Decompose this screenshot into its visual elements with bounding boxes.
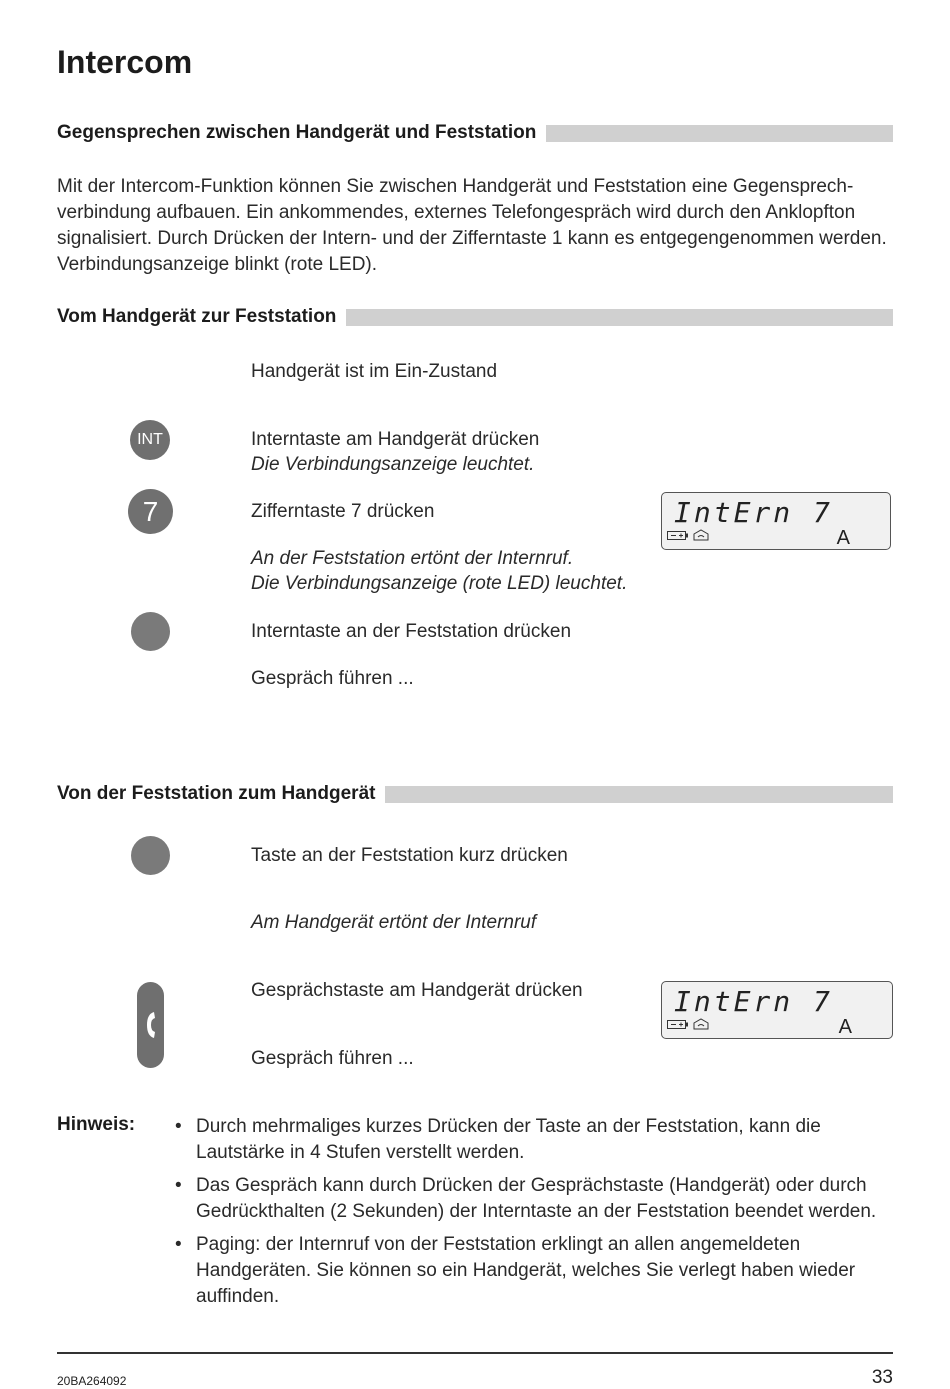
digit-key-icon: 7 (128, 489, 173, 534)
base-station-icon (693, 1018, 709, 1033)
step-note (251, 546, 573, 571)
step-text: Handgerät ist im Ein-Zustand (251, 361, 498, 382)
heading-bar (346, 309, 893, 326)
section-heading (57, 306, 893, 328)
step-text: Gespräch führen ... (251, 668, 414, 689)
section-heading-text: Vom Handgerät zur Feststation (57, 306, 337, 327)
lcd-letter: A (836, 527, 850, 549)
step-text: Interntaste am Handgerät drücken (251, 429, 540, 450)
battery-icon (667, 1018, 689, 1033)
step-note-text: Am Handgerät ertönt der Internruf (251, 912, 537, 933)
lcd-text: IntErn 7 (674, 985, 833, 1018)
step-note (251, 452, 534, 477)
intro-paragraph: Mit der Intercom-Funktion können Sie zwischen Handgerät und Feststation eine Gegensprech-verbindung aufbauen. Ein ankommendes, externes Telefongespräch wird durch den Anklopfton signalisiert. Durch Drücken der Intern- und der Zifferntaste 1 kann es entgegengenommen werden. Verbindungsanzeige blinkt (rote LED). (57, 176, 887, 275)
step-note-text: Die Verbindungsanzeige (rote LED) leuchtet. (251, 573, 628, 594)
step-text: Zifferntaste 7 drücken (251, 501, 435, 522)
document-code: 20BA264092 (57, 1374, 127, 1388)
step-text: Taste an der Feststation kurz drücken (251, 845, 568, 866)
lcd-display (661, 492, 891, 550)
lcd-letter: A (838, 1016, 852, 1038)
lcd-text: IntErn 7 (674, 496, 833, 529)
section-heading-text: Gegensprechen zwischen Handgerät und Feststation (57, 122, 537, 143)
section-heading (57, 122, 893, 144)
step-note (251, 571, 627, 596)
hinweis-label: Hinweis: (57, 1114, 136, 1135)
talk-key-icon (137, 982, 164, 1068)
page-number: 33 (871, 1367, 893, 1388)
footer-divider (57, 1352, 893, 1354)
step-text: Interntaste an der Feststation drücken (251, 621, 572, 642)
lcd-display (661, 981, 893, 1039)
base-station-icon (693, 529, 709, 544)
section-heading (57, 783, 893, 805)
step-note-text: An der Feststation ertönt der Internruf. (251, 548, 574, 569)
heading-bar (385, 786, 893, 803)
battery-icon (667, 529, 689, 544)
step-note-text: Die Verbindungsanzeige leuchtet. (251, 454, 535, 475)
page-title: Intercom (57, 44, 193, 80)
step-note (251, 910, 536, 935)
list-item: • Das Gespräch kann durch Drücken der Gesprächstaste (Handgerät) oder durch Gedrückthalten (2 Sekunden) der Interntaste an der Feststation beendet werden. (175, 1173, 895, 1225)
step-text: Gesprächstaste am Handgerät drücken (251, 980, 583, 1001)
list-item: • Paging: der Internruf von der Feststation erklingt an allen angemeldeten Handgeräten. Sie können so ein Handgerät, welches Sie verlegt haben wieder auffinden. (175, 1232, 895, 1310)
list-item: • Durch mehrmaliges kurzes Drücken der Taste an der Feststation, kann die Lautstärke in 4 Stufen verstellt werden. (175, 1114, 895, 1166)
base-key-icon (131, 836, 170, 875)
step-text: Gespräch führen ... (251, 1048, 414, 1069)
int-key-icon: INT (130, 420, 170, 460)
heading-bar (546, 125, 893, 142)
base-key-icon (131, 612, 170, 651)
hinweis-list (175, 1114, 895, 1317)
section-heading-text: Von der Feststation zum Handgerät (57, 783, 376, 804)
